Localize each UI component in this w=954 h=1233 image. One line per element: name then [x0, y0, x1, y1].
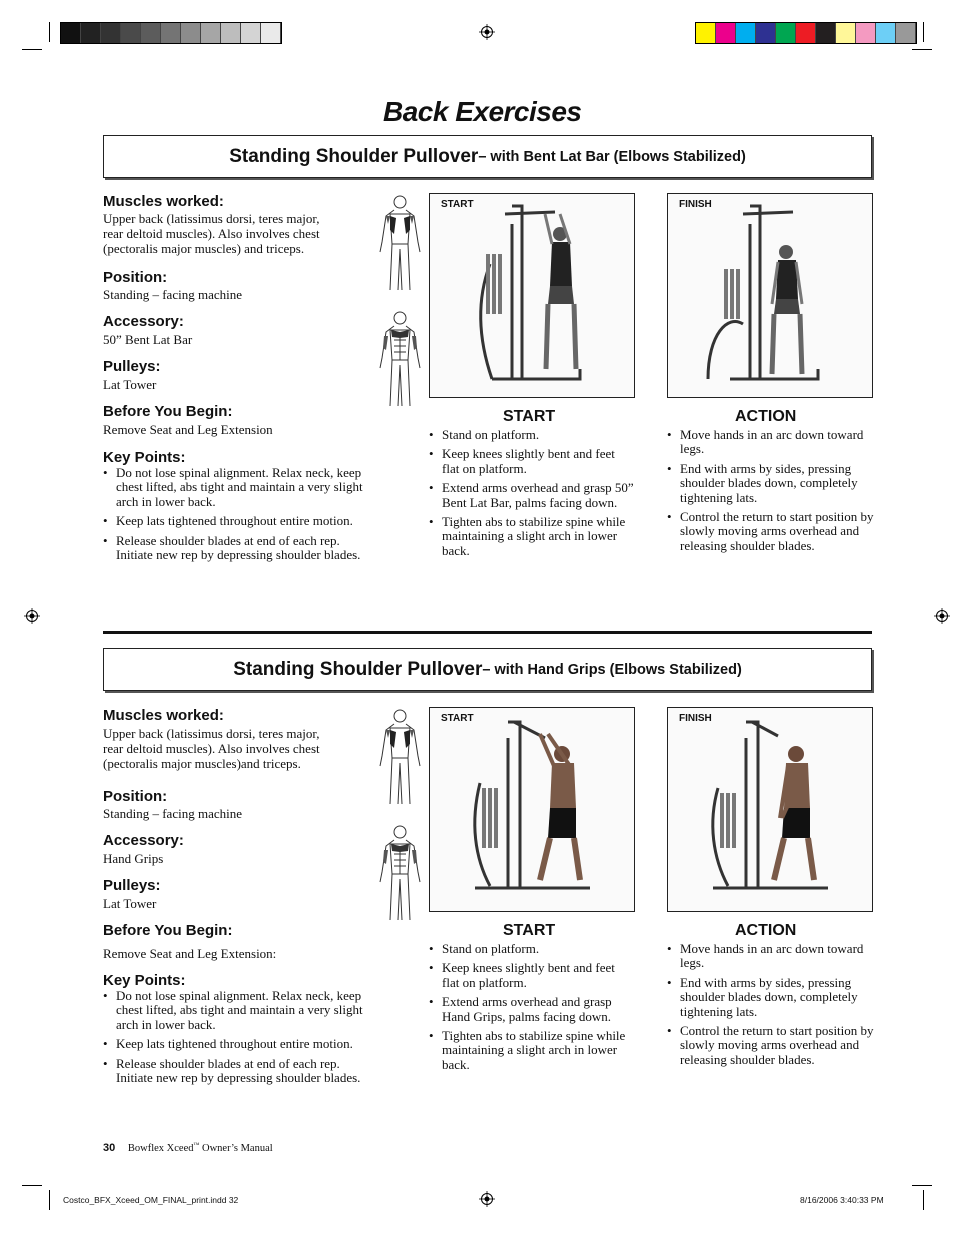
process-swatch	[836, 23, 856, 43]
gray-swatch	[101, 23, 121, 43]
muscle-diagram-back-icon	[376, 708, 424, 808]
process-swatch	[696, 23, 716, 43]
list-item: • Release shoulder blades at end of each rep. Initiate new rep by depressing shoulder blades.	[103, 1057, 375, 1086]
section-title: Standing Shoulder Pullover	[229, 145, 479, 167]
list-item: • Move hands in an arc down toward legs.	[667, 428, 875, 457]
start-photo	[429, 707, 635, 912]
list-item: • End with arms by sides, pressing shoulder blades down, completely tightening lats.	[667, 462, 875, 505]
pulleys-label: Pulleys:	[103, 358, 161, 375]
pulleys-text: Lat Tower	[103, 377, 157, 392]
muscles-text: Upper back (latissimus dorsi, teres major, rear deltoid muscles). Also involves chest (pectoralis major muscles)and triceps.	[103, 726, 320, 771]
action-heading: ACTION	[735, 922, 797, 939]
start-heading: START	[503, 408, 556, 425]
action-heading: ACTION	[735, 408, 797, 425]
gray-swatch	[261, 23, 281, 43]
section-title-box	[103, 648, 872, 691]
position-label: Position:	[103, 788, 168, 805]
start-heading: START	[503, 922, 556, 939]
process-swatch	[736, 23, 756, 43]
accessory-label: Accessory:	[103, 832, 184, 849]
before-text: Remove Seat and Leg Extension	[103, 422, 273, 437]
list-item: • Release shoulder blades at end of each rep. Initiate new rep by depressing shoulder blades.	[103, 534, 375, 563]
muscles-label: Muscles worked:	[103, 707, 224, 724]
list-item: • Tighten abs to stabilize spine while maintaining a slight arch in lower back.	[429, 515, 634, 558]
page-title: Back Exercises	[383, 96, 582, 127]
position-text: Standing – facing machine	[103, 287, 242, 302]
start-points-list	[429, 428, 634, 563]
finish-photo	[667, 707, 873, 912]
finish-photo	[667, 193, 873, 398]
process-swatch	[856, 23, 876, 43]
muscle-diagram-back-icon	[376, 194, 424, 294]
process-color-bar	[695, 22, 917, 44]
list-item: • End with arms by sides, pressing shoulder blades down, completely tightening lats.	[667, 976, 875, 1019]
registration-mark-icon	[479, 1191, 495, 1207]
crop-mark	[923, 1190, 924, 1210]
registration-mark-icon	[24, 608, 40, 624]
list-item: • Stand on platform.	[429, 942, 634, 956]
list-item: • Extend arms overhead and grasp 50” Bent Lat Bar, palms facing down.	[429, 481, 634, 510]
start-photo	[429, 193, 635, 398]
crop-mark	[49, 1190, 50, 1210]
position-text: Standing – facing machine	[103, 806, 242, 821]
key-points-list	[103, 989, 375, 1090]
process-swatch	[796, 23, 816, 43]
crop-mark	[22, 1185, 42, 1186]
registration-mark-icon	[479, 24, 495, 40]
section-divider	[103, 631, 872, 634]
crop-mark	[49, 22, 50, 42]
section-subtitle: – with Hand Grips (Elbows Stabilized)	[482, 661, 742, 678]
list-item: • Keep lats tightened throughout entire motion.	[103, 514, 375, 528]
crop-mark	[923, 22, 924, 42]
gray-swatch	[181, 23, 201, 43]
section-title: Standing Shoulder Pullover	[233, 658, 483, 680]
slug-timestamp: 8/16/2006 3:40:33 PM	[800, 1195, 884, 1205]
accessory-text: Hand Grips	[103, 851, 164, 866]
crop-mark	[912, 1185, 932, 1186]
gray-swatch	[161, 23, 181, 43]
gray-swatch	[81, 23, 101, 43]
machine-illustration-icon	[668, 194, 872, 397]
photo-tag: FINISH	[679, 199, 712, 210]
before-label: Before You Begin:	[103, 403, 233, 420]
start-points-list	[429, 942, 634, 1077]
grayscale-color-bar	[60, 22, 282, 44]
pulleys-label: Pulleys:	[103, 877, 161, 894]
machine-illustration-icon	[430, 194, 634, 397]
muscle-diagram-front-icon	[376, 824, 424, 924]
before-text: Remove Seat and Leg Extension:	[103, 946, 277, 961]
list-item: • Do not lose spinal alignment. Relax neck, keep chest lifted, abs tight and maintain a very slight arch in lower back.	[103, 466, 375, 509]
photo-tag: START	[441, 713, 474, 724]
section-subtitle: – with Bent Lat Bar (Elbows Stabilized)	[478, 148, 746, 165]
process-swatch	[896, 23, 916, 43]
manual-suffix: Owner’s Manual	[199, 1143, 273, 1154]
crop-mark	[912, 49, 932, 50]
muscles-text: Upper back (latissimus dorsi, teres major, rear deltoid muscles). Also involves chest (pectoralis major muscles) and triceps.	[103, 211, 320, 256]
action-points-list	[667, 428, 875, 558]
list-item: • Keep lats tightened throughout entire motion.	[103, 1037, 375, 1051]
key-points-label: Key Points:	[103, 449, 186, 466]
process-swatch	[716, 23, 736, 43]
accessory-text: 50” Bent Lat Bar	[103, 332, 193, 347]
list-item: • Tighten abs to stabilize spine while maintaining a slight arch in lower back.	[429, 1029, 634, 1072]
muscles-label: Muscles worked:	[103, 193, 224, 210]
gray-swatch	[141, 23, 161, 43]
section-title-box	[103, 135, 872, 178]
process-swatch	[756, 23, 776, 43]
photo-tag: START	[441, 199, 474, 210]
process-swatch	[776, 23, 796, 43]
before-label: Before You Begin:	[103, 922, 233, 939]
manual-name: Bowflex Xceed	[127, 1143, 194, 1154]
muscle-diagram-front-icon	[376, 310, 424, 410]
list-item: • Move hands in an arc down toward legs.	[667, 942, 875, 971]
list-item: • Keep knees slightly bent and feet flat on platform.	[429, 961, 634, 990]
slug-file: Costco_BFX_Xceed_OM_FINAL_print.indd 32	[63, 1195, 239, 1205]
list-item: • Stand on platform.	[429, 428, 634, 442]
gray-swatch	[61, 23, 81, 43]
page-footer	[103, 1142, 273, 1154]
gray-swatch	[221, 23, 241, 43]
crop-mark	[22, 49, 42, 50]
list-item: • Control the return to start position by slowly moving arms overhead and releasing shoulder blades.	[667, 1024, 875, 1067]
machine-illustration-icon	[430, 708, 634, 911]
gray-swatch	[241, 23, 261, 43]
list-item: • Keep knees slightly bent and feet flat on platform.	[429, 447, 634, 476]
key-points-list	[103, 466, 375, 567]
photo-tag: FINISH	[679, 713, 712, 724]
gray-swatch	[121, 23, 141, 43]
page-number: 30	[103, 1142, 116, 1154]
pulleys-text: Lat Tower	[103, 896, 157, 911]
gray-swatch	[201, 23, 221, 43]
machine-illustration-icon	[668, 708, 872, 911]
trademark: ™	[193, 1142, 200, 1149]
list-item: • Control the return to start position by slowly moving arms overhead and releasing shoulder blades.	[667, 510, 875, 553]
action-points-list	[667, 942, 875, 1072]
key-points-label: Key Points:	[103, 972, 186, 989]
process-swatch	[816, 23, 836, 43]
registration-mark-icon	[934, 608, 950, 624]
list-item: • Do not lose spinal alignment. Relax neck, keep chest lifted, abs tight and maintain a very slight arch in lower back.	[103, 989, 375, 1032]
process-swatch	[876, 23, 896, 43]
position-label: Position:	[103, 269, 168, 286]
list-item: • Extend arms overhead and grasp Hand Grips, palms facing down.	[429, 995, 634, 1024]
accessory-label: Accessory:	[103, 313, 184, 330]
